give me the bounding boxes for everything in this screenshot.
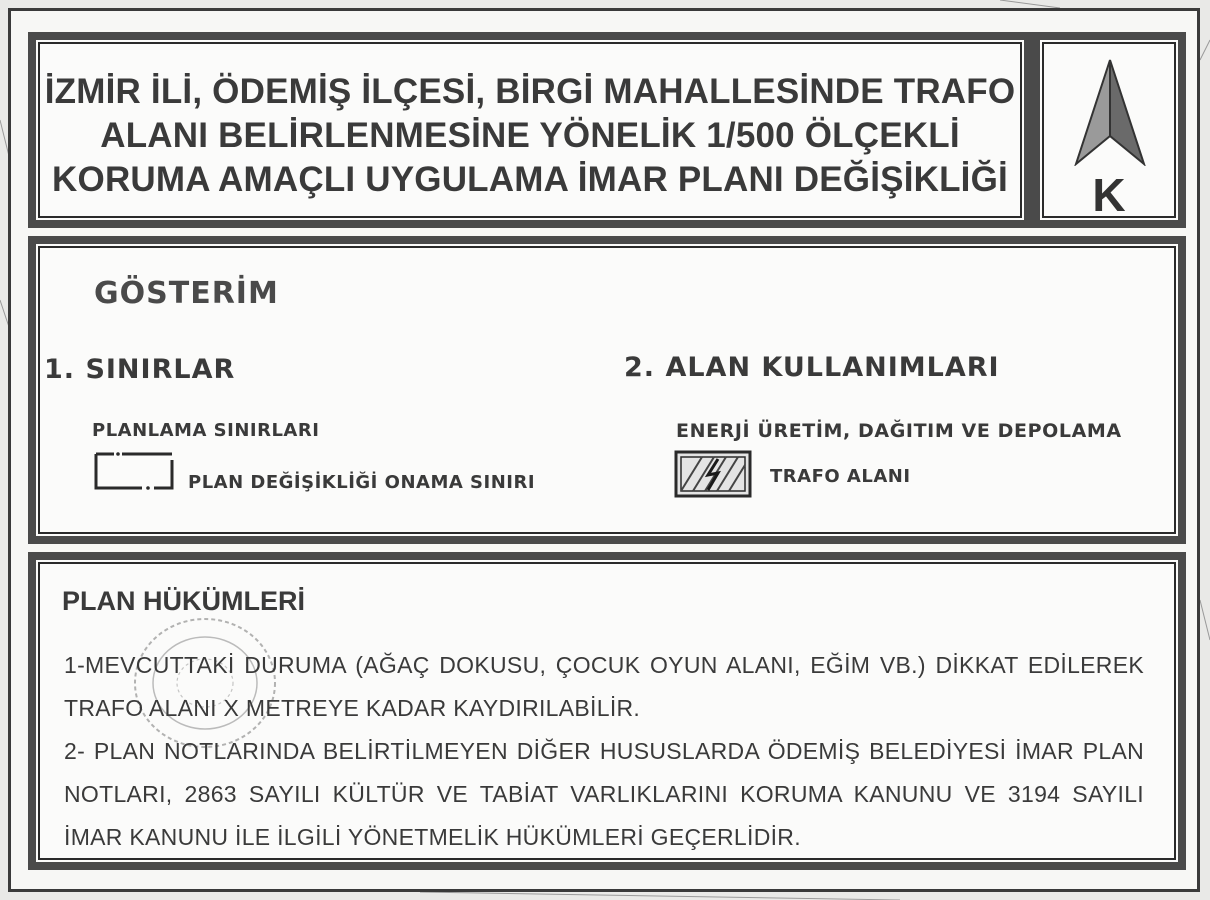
legend-label-approval-boundary: PLAN DEĞİŞİKLİĞİ ONAMA SINIRI [188,472,536,493]
title-line-2: ALANI BELİRLENMESİNE YÖNELİK 1/500 ÖLÇEKLİ [100,116,960,155]
title-line-3: KORUMA AMAÇLI UYGULAMA İMAR PLANI DEĞİŞİKLİĞİ [52,160,1008,199]
dashed-boundary-icon [92,446,178,492]
legend-section-land-use: 2. ALAN KULLANIMLARI [624,352,1000,383]
rule-1-line-2: TRAFO ALANI X METREYE KADAR KAYDIRILABİLİR. [64,695,641,721]
transformer-hatch-icon [674,450,752,498]
rule-2-line-1: 2- PLAN NOTLARINDA BELİRTİLMEYEN DİĞER HUSUSLARDA ÖDEMİŞ BELEDİYESİ İMAR PLAN [64,738,1144,764]
rule-2-line-2: NOTLARI, 2863 SAYILI KÜLTÜR VE TABİAT VARLIKLARINI KORUMA KANUNU VE 3194 SAYILI [64,781,1144,807]
rules-body [64,644,1144,859]
plan-title [36,70,1024,202]
rules-title: PLAN HÜKÜMLERİ [62,586,305,616]
plan-rules-block [28,552,1186,870]
legend-section-boundaries: 1. SINIRLAR [44,354,236,385]
legend-label-trafo-area: TRAFO ALANI [770,466,911,487]
legend-subheading-energy: ENERJİ ÜRETİM, DAĞITIM VE DEPOLAMA [676,420,1122,442]
title-block [28,32,1032,228]
north-block [1032,32,1186,228]
legend-title: GÖSTERİM [94,276,279,311]
north-letter: K [1092,169,1126,221]
rule-1-line-1: 1-MEVCUTTAKİ DURUMA (AĞAÇ DOKUSU, ÇOCUK OYUN ALANI, EĞİM VB.) DİKKAT EDİLEREK [64,652,1144,678]
legend-subheading-planning-boundaries: PLANLAMA SINIRLARI [92,420,320,441]
rule-2-line-3: İMAR KANUNU İLE İLGİLİ YÖNETMELİK HÜKÜMLERİ GEÇERLİDİR. [64,824,801,850]
legend-block [28,236,1186,544]
north-arrow-icon [1074,56,1146,166]
title-line-1: İZMİR İLİ, ÖDEMİŞ İLÇESİ, BİRGİ MAHALLESİNDE TRAFO [44,72,1016,111]
